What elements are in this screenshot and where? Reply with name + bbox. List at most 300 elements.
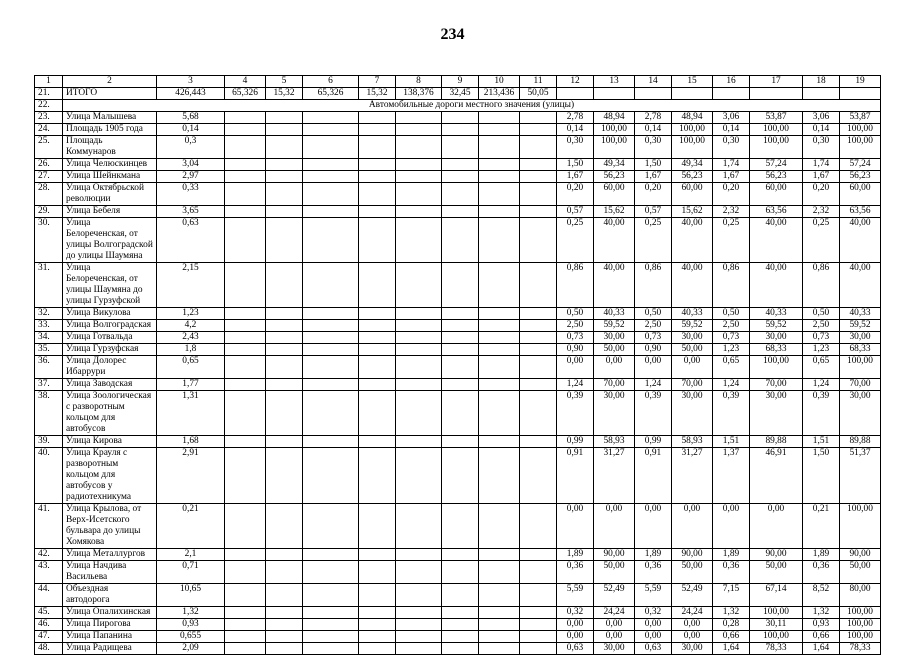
table-row (35, 607, 881, 619)
value-cell: 24,24 (594, 607, 635, 619)
column-number-row (35, 76, 881, 88)
row-name: Улица Викулова (63, 308, 157, 320)
empty-cell (396, 112, 442, 124)
column-number-cell: 19 (840, 76, 881, 88)
empty-cell (713, 88, 750, 100)
value-cell: 59,52 (840, 320, 881, 332)
value-cell: 100,00 (840, 356, 881, 379)
value-cell: 63,56 (840, 206, 881, 218)
table-row (35, 112, 881, 124)
value-cell: 0,57 (635, 206, 672, 218)
empty-cell (303, 218, 359, 263)
value-cell: 57,24 (750, 159, 803, 171)
empty-cell (442, 332, 479, 344)
value-cell: 0,00 (594, 356, 635, 379)
column-number-cell: 5 (266, 76, 303, 88)
empty-cell (266, 549, 303, 561)
value-cell: 48,94 (672, 112, 713, 124)
empty-cell (303, 356, 359, 379)
length-cell: 2,09 (157, 643, 225, 655)
empty-cell (442, 607, 479, 619)
empty-cell (520, 124, 557, 136)
row-number: 25. (35, 136, 63, 159)
empty-cell (479, 549, 520, 561)
value-cell: 0,14 (635, 124, 672, 136)
empty-cell (442, 391, 479, 436)
empty-cell (442, 206, 479, 218)
empty-cell (303, 561, 359, 584)
value-cell: 89,88 (840, 436, 881, 448)
row-number: 32. (35, 308, 63, 320)
empty-cell (266, 112, 303, 124)
empty-cell (479, 631, 520, 643)
empty-cell (479, 171, 520, 183)
row-number: 39. (35, 436, 63, 448)
empty-cell (396, 504, 442, 549)
value-cell: 0,93 (803, 619, 840, 631)
value-cell: 30,00 (594, 391, 635, 436)
empty-cell (396, 643, 442, 655)
empty-cell (359, 448, 396, 504)
length-cell: 2,43 (157, 332, 225, 344)
value-cell: 5,59 (557, 584, 594, 607)
section-row (35, 100, 881, 112)
value-cell: 100,00 (750, 136, 803, 159)
empty-cell (359, 171, 396, 183)
total-col-5: 15,32 (266, 88, 303, 100)
column-number-cell: 10 (479, 76, 520, 88)
value-cell: 0,39 (635, 391, 672, 436)
empty-cell (442, 631, 479, 643)
value-cell: 1,89 (803, 549, 840, 561)
empty-cell (303, 332, 359, 344)
empty-cell (303, 159, 359, 171)
empty-cell (303, 112, 359, 124)
value-cell: 2,78 (635, 112, 672, 124)
total-col-7: 15,32 (359, 88, 396, 100)
value-cell: 1,24 (803, 379, 840, 391)
empty-cell (672, 88, 713, 100)
empty-cell (359, 379, 396, 391)
length-cell: 2,1 (157, 549, 225, 561)
value-cell: 50,00 (750, 561, 803, 584)
empty-cell (303, 263, 359, 308)
value-cell: 3,06 (803, 112, 840, 124)
value-cell: 30,00 (672, 391, 713, 436)
value-cell: 0,00 (672, 356, 713, 379)
empty-cell (225, 448, 266, 504)
empty-cell (359, 112, 396, 124)
empty-cell (396, 391, 442, 436)
length-cell: 1,8 (157, 344, 225, 356)
empty-cell (359, 308, 396, 320)
row-number: 31. (35, 263, 63, 308)
empty-cell (225, 391, 266, 436)
table-row (35, 391, 881, 436)
empty-cell (520, 112, 557, 124)
row-number: 46. (35, 619, 63, 631)
empty-cell (396, 356, 442, 379)
row-name: Объездная автодорога (63, 584, 157, 607)
row-number: 24. (35, 124, 63, 136)
empty-cell (396, 607, 442, 619)
value-cell: 63,56 (750, 206, 803, 218)
value-cell: 70,00 (750, 379, 803, 391)
empty-cell (442, 379, 479, 391)
length-cell: 0,14 (157, 124, 225, 136)
empty-cell (442, 112, 479, 124)
empty-cell (396, 584, 442, 607)
length-cell: 10,65 (157, 584, 225, 607)
row-name: Улица Гурзуфская (63, 344, 157, 356)
empty-cell (303, 344, 359, 356)
length-cell: 0,63 (157, 218, 225, 263)
value-cell: 0,00 (672, 619, 713, 631)
value-cell: 40,00 (750, 218, 803, 263)
value-cell: 59,52 (672, 320, 713, 332)
empty-cell (266, 136, 303, 159)
empty-cell (359, 183, 396, 206)
length-cell: 1,77 (157, 379, 225, 391)
value-cell: 2,50 (713, 320, 750, 332)
empty-cell (396, 218, 442, 263)
empty-cell (750, 88, 803, 100)
value-cell: 100,00 (672, 124, 713, 136)
empty-cell (479, 619, 520, 631)
empty-cell (266, 561, 303, 584)
empty-cell (479, 356, 520, 379)
table-row (35, 263, 881, 308)
length-cell: 3,65 (157, 206, 225, 218)
empty-cell (225, 218, 266, 263)
empty-cell (225, 356, 266, 379)
value-cell: 40,00 (594, 218, 635, 263)
value-cell: 57,24 (840, 159, 881, 171)
value-cell: 1,37 (713, 448, 750, 504)
empty-cell (396, 344, 442, 356)
value-cell: 78,33 (750, 643, 803, 655)
empty-cell (442, 356, 479, 379)
empty-cell (520, 391, 557, 436)
length-cell: 0,21 (157, 504, 225, 549)
value-cell: 0,00 (672, 631, 713, 643)
empty-cell (359, 206, 396, 218)
value-cell: 1,50 (557, 159, 594, 171)
row-name: Улица Папанина (63, 631, 157, 643)
length-cell: 0,65 (157, 356, 225, 379)
row-name: Площадь Коммунаров (63, 136, 157, 159)
empty-cell (396, 448, 442, 504)
value-cell: 0,14 (713, 124, 750, 136)
value-cell: 0,20 (803, 183, 840, 206)
value-cell: 0,00 (635, 504, 672, 549)
empty-cell (479, 436, 520, 448)
value-cell: 0,90 (557, 344, 594, 356)
length-cell: 5,68 (157, 112, 225, 124)
empty-cell (520, 218, 557, 263)
row-name: Улица Радищева (63, 643, 157, 655)
empty-cell (225, 549, 266, 561)
value-cell: 56,23 (750, 171, 803, 183)
empty-cell (520, 171, 557, 183)
empty-cell (442, 159, 479, 171)
empty-cell (396, 549, 442, 561)
empty-cell (442, 584, 479, 607)
value-cell: 0,57 (557, 206, 594, 218)
value-cell: 50,00 (594, 344, 635, 356)
column-number-cell: 18 (803, 76, 840, 88)
length-cell: 0,71 (157, 561, 225, 584)
empty-cell (520, 379, 557, 391)
column-number-cell: 3 (157, 76, 225, 88)
row-name: Улица Крауля с разворотным кольцом для автобусов у радиотехникума (63, 448, 157, 504)
table-row (35, 619, 881, 631)
value-cell: 31,27 (672, 448, 713, 504)
empty-cell (225, 171, 266, 183)
empty-cell (520, 504, 557, 549)
value-cell: 100,00 (672, 136, 713, 159)
empty-cell (225, 631, 266, 643)
value-cell: 52,49 (594, 584, 635, 607)
value-cell: 1,89 (635, 549, 672, 561)
value-cell: 31,27 (594, 448, 635, 504)
value-cell: 70,00 (672, 379, 713, 391)
empty-cell (266, 619, 303, 631)
value-cell: 60,00 (594, 183, 635, 206)
value-cell: 49,34 (672, 159, 713, 171)
total-col-8: 138,376 (396, 88, 442, 100)
value-cell: 0,25 (803, 218, 840, 263)
empty-cell (225, 206, 266, 218)
value-cell: 56,23 (594, 171, 635, 183)
value-cell: 50,00 (672, 344, 713, 356)
empty-cell (225, 561, 266, 584)
empty-cell (479, 308, 520, 320)
empty-cell (359, 263, 396, 308)
value-cell: 0,39 (557, 391, 594, 436)
value-cell: 2,50 (635, 320, 672, 332)
value-cell: 0,28 (713, 619, 750, 631)
value-cell: 0,00 (750, 504, 803, 549)
value-cell: 58,93 (672, 436, 713, 448)
value-cell: 100,00 (594, 124, 635, 136)
value-cell: 0,21 (803, 504, 840, 549)
empty-cell (840, 88, 881, 100)
column-number-cell: 4 (225, 76, 266, 88)
empty-cell (266, 643, 303, 655)
row-name: Улица Шейнкмана (63, 171, 157, 183)
row-name: Площадь 1905 года (63, 124, 157, 136)
table-row (35, 561, 881, 584)
page-number: 234 (440, 26, 465, 43)
data-table (34, 75, 881, 655)
empty-cell (225, 332, 266, 344)
length-cell: 1,32 (157, 607, 225, 619)
row-number: 40. (35, 448, 63, 504)
empty-cell (225, 308, 266, 320)
value-cell: 0,00 (594, 504, 635, 549)
value-cell: 2,50 (557, 320, 594, 332)
value-cell: 1,67 (557, 171, 594, 183)
row-name: Улица Опалихинская (63, 607, 157, 619)
empty-cell (396, 631, 442, 643)
empty-cell (266, 379, 303, 391)
row-name: Улица Металлургов (63, 549, 157, 561)
empty-cell (266, 391, 303, 436)
row-number: 29. (35, 206, 63, 218)
empty-cell (266, 448, 303, 504)
empty-cell (266, 436, 303, 448)
empty-cell (479, 183, 520, 206)
empty-cell (266, 344, 303, 356)
value-cell: 50,00 (594, 561, 635, 584)
value-cell: 30,00 (672, 332, 713, 344)
table-row (35, 643, 881, 655)
value-cell: 30,00 (594, 643, 635, 655)
value-cell: 0,99 (557, 436, 594, 448)
total-col-6: 65,326 (303, 88, 359, 100)
empty-cell (359, 218, 396, 263)
empty-cell (520, 263, 557, 308)
value-cell: 100,00 (840, 504, 881, 549)
value-cell: 0,73 (557, 332, 594, 344)
value-cell: 1,24 (557, 379, 594, 391)
total-col-11: 50,05 (520, 88, 557, 100)
value-cell: 0,50 (557, 308, 594, 320)
empty-cell (266, 631, 303, 643)
value-cell: 0,36 (635, 561, 672, 584)
empty-cell (479, 643, 520, 655)
length-cell: 0,93 (157, 619, 225, 631)
value-cell: 1,51 (803, 436, 840, 448)
table-row (35, 631, 881, 643)
empty-cell (266, 308, 303, 320)
column-number-cell: 2 (63, 76, 157, 88)
value-cell: 40,33 (840, 308, 881, 320)
empty-cell (520, 643, 557, 655)
row-number: 27. (35, 171, 63, 183)
empty-cell (266, 504, 303, 549)
value-cell: 1,23 (713, 344, 750, 356)
length-cell: 2,91 (157, 448, 225, 504)
value-cell: 1,89 (713, 549, 750, 561)
value-cell: 24,24 (672, 607, 713, 619)
empty-cell (396, 124, 442, 136)
empty-cell (303, 631, 359, 643)
row-number: 36. (35, 356, 63, 379)
value-cell: 52,49 (672, 584, 713, 607)
empty-cell (396, 263, 442, 308)
empty-cell (303, 448, 359, 504)
empty-cell (225, 112, 266, 124)
total-row (35, 88, 881, 100)
value-cell: 100,00 (840, 631, 881, 643)
value-cell: 70,00 (594, 379, 635, 391)
empty-cell (442, 448, 479, 504)
value-cell: 89,88 (750, 436, 803, 448)
value-cell: 0,00 (557, 619, 594, 631)
value-cell: 50,00 (840, 561, 881, 584)
empty-cell (396, 320, 442, 332)
value-cell: 0,30 (803, 136, 840, 159)
value-cell: 1,51 (713, 436, 750, 448)
empty-cell (520, 159, 557, 171)
empty-cell (303, 584, 359, 607)
row-name: Улица Кирова (63, 436, 157, 448)
row-number: 22. (35, 100, 63, 112)
value-cell: 0,00 (557, 356, 594, 379)
value-cell: 0,63 (557, 643, 594, 655)
empty-cell (396, 332, 442, 344)
value-cell: 0,36 (713, 561, 750, 584)
row-number: 44. (35, 584, 63, 607)
total-col-3: 426,443 (157, 88, 225, 100)
value-cell: 0,30 (635, 136, 672, 159)
value-cell: 2,32 (803, 206, 840, 218)
value-cell: 1,74 (803, 159, 840, 171)
value-cell: 0,00 (635, 356, 672, 379)
empty-cell (442, 436, 479, 448)
value-cell: 3,06 (713, 112, 750, 124)
value-cell: 2,50 (803, 320, 840, 332)
value-cell: 30,00 (672, 643, 713, 655)
value-cell: 0,00 (635, 619, 672, 631)
empty-cell (266, 218, 303, 263)
value-cell: 80,00 (840, 584, 881, 607)
empty-cell (303, 320, 359, 332)
empty-cell (479, 504, 520, 549)
value-cell: 68,33 (750, 344, 803, 356)
empty-cell (520, 584, 557, 607)
empty-cell (303, 171, 359, 183)
value-cell: 1,24 (713, 379, 750, 391)
empty-cell (359, 159, 396, 171)
empty-cell (479, 136, 520, 159)
empty-cell (442, 136, 479, 159)
empty-cell (225, 124, 266, 136)
value-cell: 46,91 (750, 448, 803, 504)
value-cell: 8,52 (803, 584, 840, 607)
empty-cell (520, 206, 557, 218)
row-number: 41. (35, 504, 63, 549)
row-name: Улица Белореченская, от улицы Волгоградской до улицы Шаумяна (63, 218, 157, 263)
value-cell: 48,94 (594, 112, 635, 124)
value-cell: 0,73 (713, 332, 750, 344)
row-name: Улица Зоологическая с разворотным кольцом для автобусов (63, 391, 157, 436)
value-cell: 0,00 (557, 631, 594, 643)
empty-cell (479, 379, 520, 391)
table-row (35, 159, 881, 171)
value-cell: 0,25 (635, 218, 672, 263)
value-cell: 0,73 (803, 332, 840, 344)
empty-cell (520, 631, 557, 643)
length-cell: 1,31 (157, 391, 225, 436)
value-cell: 100,00 (750, 124, 803, 136)
row-name: Улица Начдива Васильева (63, 561, 157, 584)
value-cell: 0,90 (635, 344, 672, 356)
table-row (35, 448, 881, 504)
empty-cell (359, 124, 396, 136)
empty-cell (225, 320, 266, 332)
row-number: 37. (35, 379, 63, 391)
column-number-cell: 6 (303, 76, 359, 88)
value-cell: 1,32 (803, 607, 840, 619)
empty-cell (359, 504, 396, 549)
empty-cell (520, 344, 557, 356)
empty-cell (359, 607, 396, 619)
empty-cell (359, 549, 396, 561)
empty-cell (303, 619, 359, 631)
